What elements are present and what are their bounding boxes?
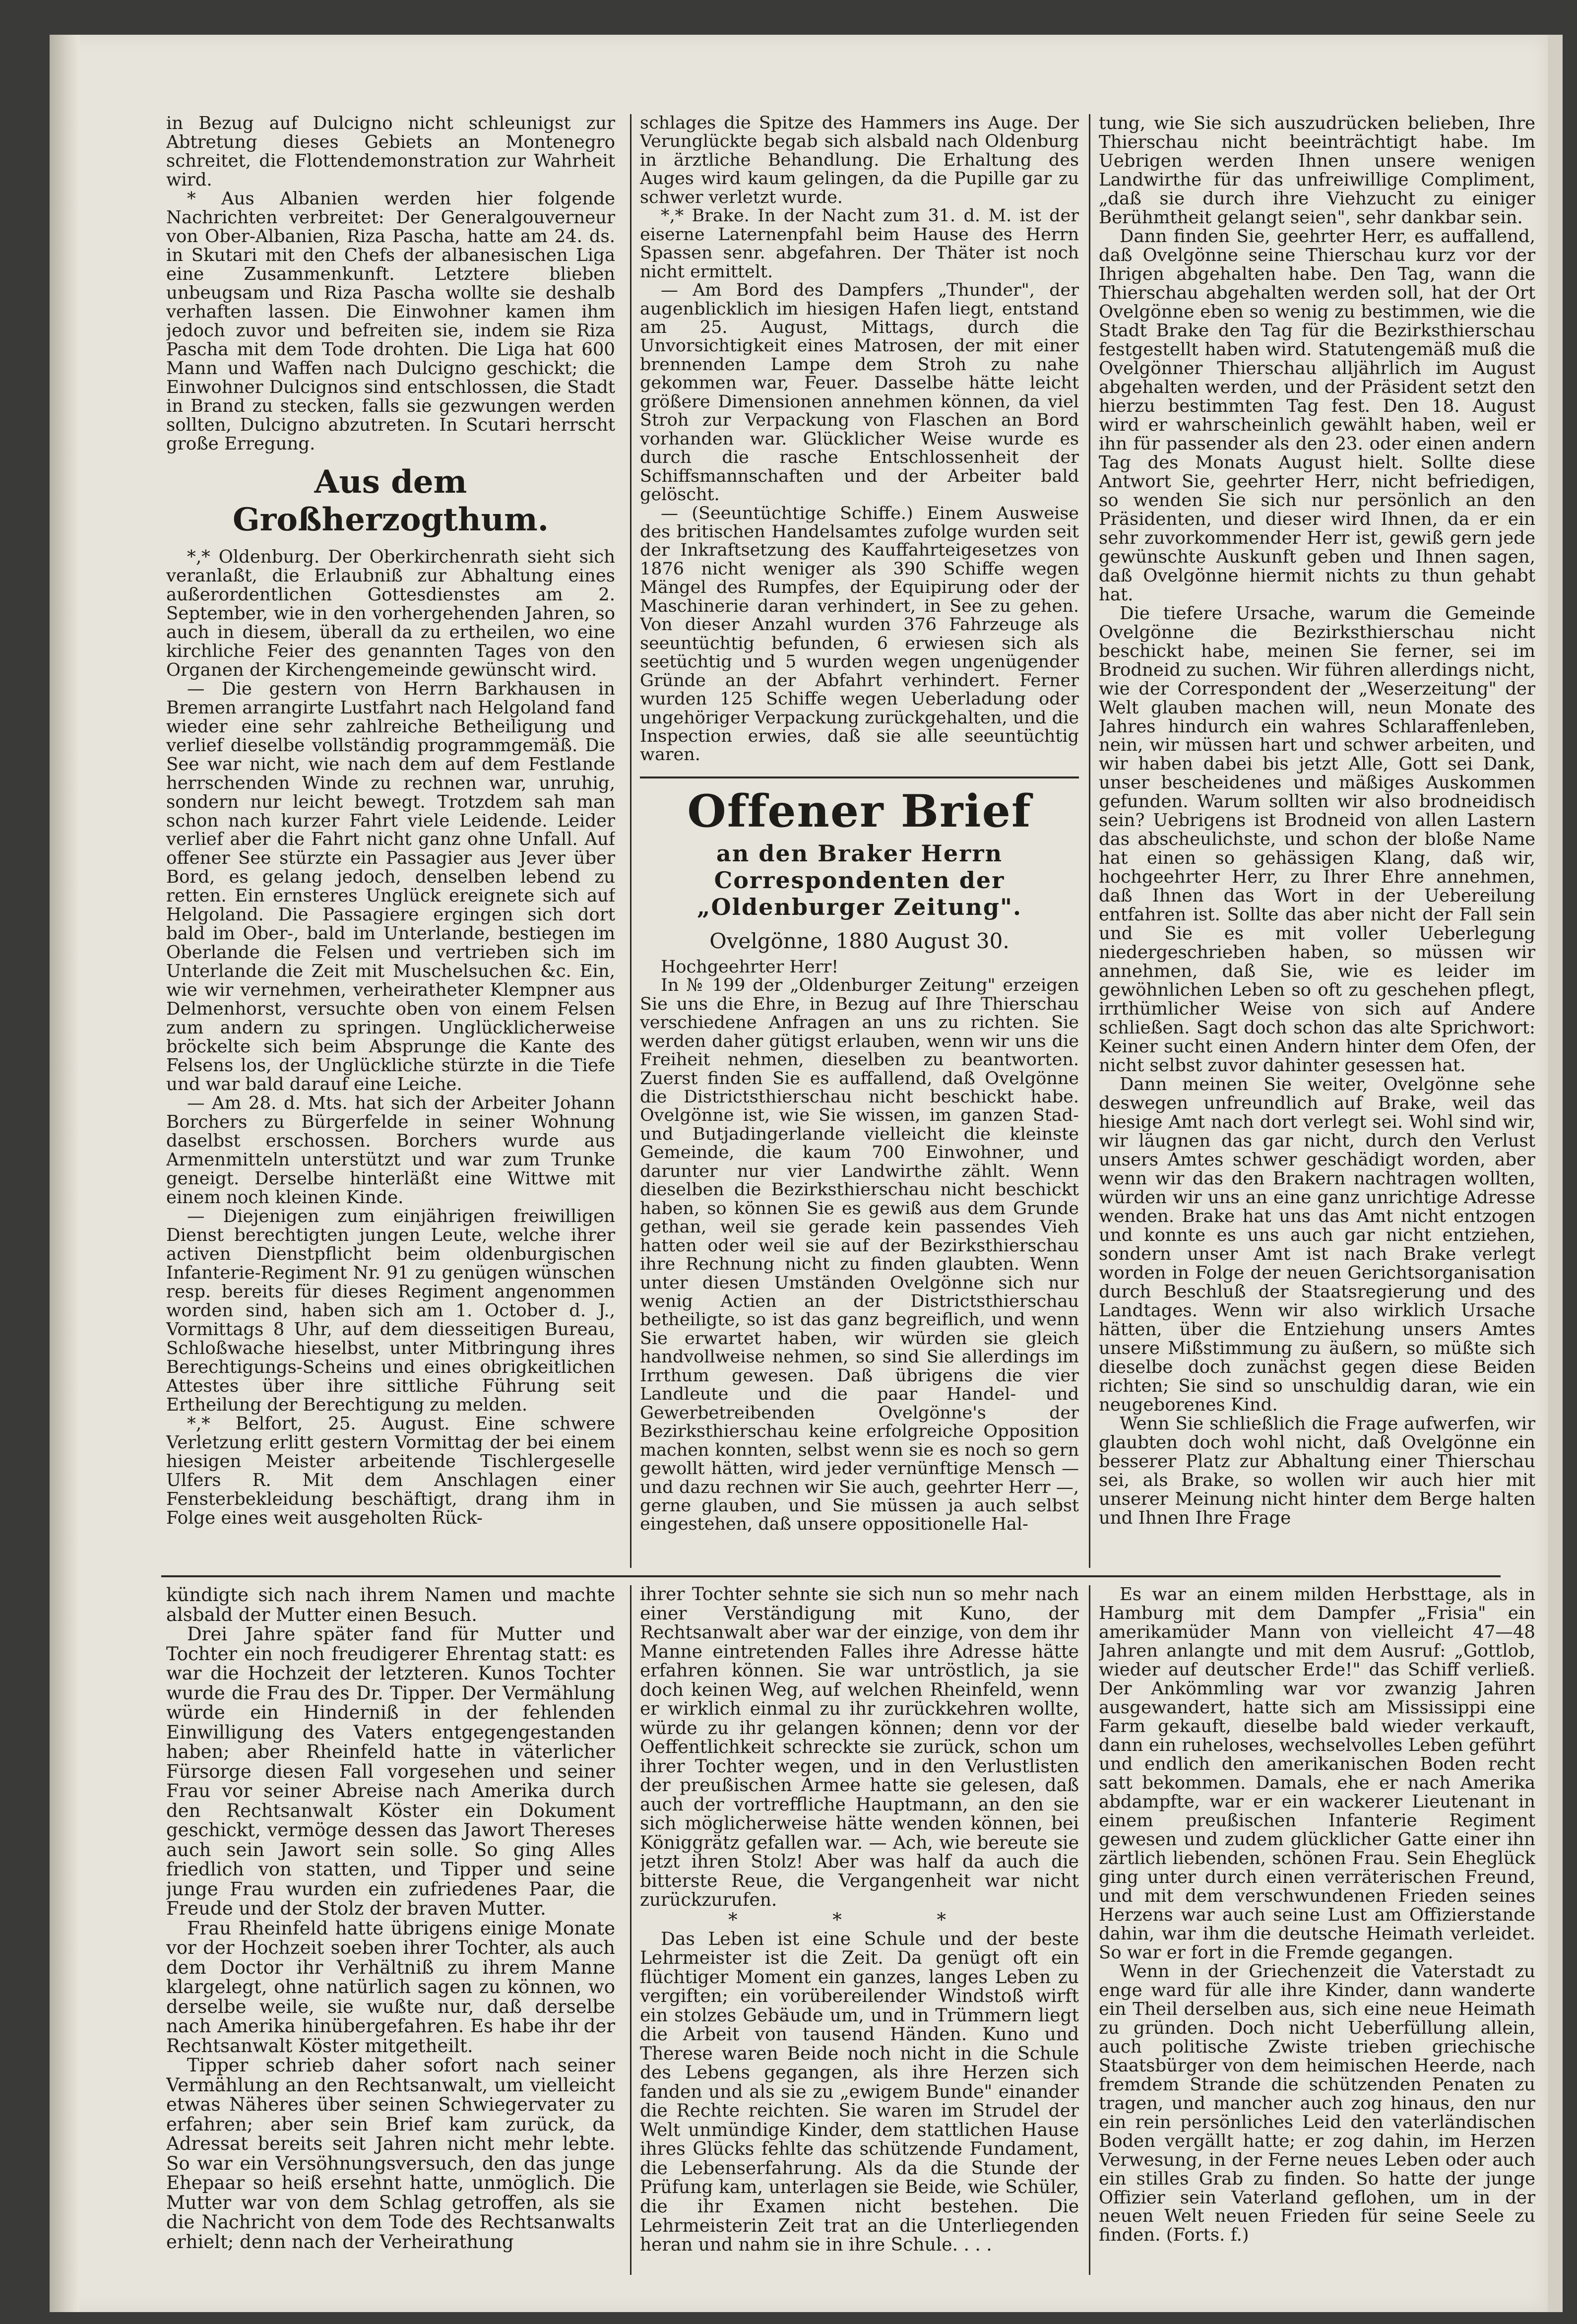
text-paragraph: Wenn Sie schließlich die Frage aufwerfen, wir glaubten doch wohl nicht, daß Ovelgönne ein besserer Platz zur Abhaltung einer Thierschau sei, als Brake, so wollen wir auch hier mit unserer Meinung nicht hinter dem Berge halten und Ihnen Ihre Frage xyxy=(1099,1413,1535,1528)
page-gutter xyxy=(50,35,79,2312)
text-paragraph: schlages die Spitze des Hammers ins Auge. Der Verunglückte begab sich alsbald nach Oldenburg in ärztliche Behandlung. Die Erhaltung des Auges wird kaum gelingen, da die Pupille gar zu schwer verletzt wurde. xyxy=(640,114,1079,207)
column-rule-bottom-1 xyxy=(630,1585,631,2275)
column-rule-top-2 xyxy=(1089,114,1090,1568)
text-paragraph: in Bezug auf Dulcigno nicht schleunigst zur Abtretung dieses Gebiets an Montenegro schreitet, die Flottendemonstration zur Wahrheit wird. xyxy=(166,114,615,190)
letter-salutation: Hochgeehrter Herr! xyxy=(661,957,839,977)
text-paragraph: — Die gestern von Herrn Barkhausen in Bremen arrangirte Lustfahrt nach Helgoland fand wieder eine sehr zahlreiche Betheiligung und verlief dieselbe vollständig programmgemäß. Die See war nicht, wie nach dem auf dem Festlande herrschenden Winde zu rechnen war, unruhig, sondern nur leicht bewegt. Trotzdem sah man schon nach kurzer Fahrt viele Leidende. Leider verlief aber die Fahrt nicht ganz ohne Unfall. Auf offener See stürzte ein Passagier aus Jever über Bord, es gelang jedoch, denselben lebend zu retten. Ein ernsteres Unglück ereignete sich auf Helgoland. Die Passagiere ergingen sich dort bald im Ober-, bald im Unterlande, bestiegen im Oberlande die Felsen und vertrieben sich im Unterlande die Zeit mit Muschelsuchen &c. Ein, wie wir vernehmen, verheiratheter Klempner aus Delmenhorst, versuchte oben von einem Felsen zum andern zu springen. Unglücklicherweise bröckelte sich beim Absprunge die Kante des Felsens los, der Unglückliche stürzte in die Tiefe und war bald darauf eine Leiche. xyxy=(166,678,615,1095)
column-top-left xyxy=(166,114,615,1568)
text-paragraph: Dann meinen Sie weiter, Ovelgönne sehe deswegen unfreundlich auf Brake, weil das hiesige Amt nach dort verlegt sei. Wohl sind wir, wir läugnen das gar nicht, durch den Verlust unsers Amtes schwer geschädigt worden, aber wenn wir das den Brakern nachtragen wollten, würden wir uns an eine ganz unrichtige Adresse wenden. Brake hat uns das Amt nicht entzogen und konnte es uns auch gar nicht entziehen, sondern unser Amt ist nach Brake verlegt worden in Folge der neuen Gerichtsorganisation durch Beschluß der Staatsregierung und des Landtages. Wenn wir also wirklich Ursache hätten, über die Entziehung unsers Amtes unsere Mißstimmung zu äußern, so müßte sich dieselbe doch zunächst gegen diese Beiden richten; Sie sind so unschuldig daran, wie ein neugeborenes Kind. xyxy=(1099,1074,1535,1415)
text-paragraph: — Diejenigen zum einjährigen freiwilligen Dienst berechtigten jungen Leute, welche ihrer activen Dienstpflicht beim oldenburgischen Infanterie-Regiment Nr. 91 zu genügen wünschen resp. bereits für dieses Regiment angenommen worden sind, haben sich am 1. October d. J., Vormittags 8 Uhr, auf dem diesseitigen Bureau, Schloßwache hieselbst, unter Mitbringung ihres Berechtigungs-Scheins und eines obrigkeitlichen Attestes über ihre sittliche Führung seit Ertheilung der Berechtigung zu melden. xyxy=(166,1206,615,1416)
column-top-middle xyxy=(640,114,1079,1568)
text-paragraph: *‚* Belfort, 25. August. Eine schwere Verletzung erlitt gestern Vormittag der bei einem hiesigen Meister arbeitende Tischlergeselle Ulfers R. Mit dem Anschlagen einer Fensterbekleidung beschäftigt, drang ihm in Folge eines weit ausgeholten Rück- xyxy=(166,1414,615,1528)
text-paragraph: Die tiefere Ursache, warum die Gemeinde Ovelgönne die Bezirksthierschau nicht beschickt habe, meinen Sie ferner, sei im Brodneid zu suchen. Wir führen allerdings nicht, wie der Correspondent der „Weserzeitung" der Welt glauben machen will, neun Monate des Jahres hindurch ein wahres Schlaraffenleben, nein, wir müssen hart und schwer arbeiten, und wir haben dabei bis jetzt Alle, Gott sei Dank, unser bescheidenes und mäßiges Auskommen gefunden. Warum sollten wir also brodneidisch sein? Uebrigens ist Brodneid von allen Lastern das abscheulichste, und schon der bloße Name hat einen so gehässigen Klang, daß wir, hochgeehrter Herr, zu Ihrer Ehre annehmen, daß Ihnen das Wort in der Uebereilung entfahren ist. Sollte das aber nicht der Fall sein und Sie es mit voller Ueberlegung niedergeschrieben haben, so müssen wir annehmen, daß Sie, wie es leider im gewöhnlichen Leben so oft zu geschehen pflegt, irrthümlicher Weise von sich auf Andere schließen. Sagt doch schon das alte Sprichwort: Keiner sucht einen Andern hinter dem Ofen, der nicht selbst zuvor dahinter gesessen hat. xyxy=(1099,603,1535,1076)
text-paragraph: — Am 28. d. Mts. hat sich der Arbeiter Johann Borchers zu Bürgerfelde in seiner Wohnung daselbst erschossen. Borchers wurde aus Armenmitteln unterstützt und war zum Trunke geneigt. Derselbe hinterläßt eine Wittwe mit einem noch kleinen Kinde. xyxy=(166,1093,615,1208)
letter-subtitle: an den Braker Herrn Correspondenten der „Oldenburger Zeitung". xyxy=(696,839,1022,920)
text-paragraph: Drei Jahre später fand für Mutter und Tochter ein noch freudigerer Ehrentag statt: es war die Hochzeit der letzteren. Kunos Tochter wurde die Frau des Dr. Tipper. Der Vermählung würde ein Hinderniß in der fehlenden Einwilligung des Vaters entgegengestanden haben; aber Rheinfeld hatte in väterlicher Fürsorge diesen Fall vorgesehen und seiner Frau vor seiner Abreise nach Amerika durch den Rechtsanwalt Köster ein Dokument geschickt, vermöge dessen das Jawort Thereses auch sein Jawort sein solle. So ging Alles friedlich von statten, und Tipper und seine junge Frau wurden ein zufriedenes Paar, die Freude und der Stolz der braven Mutter. xyxy=(166,1623,615,1919)
text-paragraph: Es war an einem milden Herbsttage, als in Hamburg mit dem Dampfer „Frisia" ein amerikamüder Mann von vielleicht 47—48 Jahren anlangte und mit dem Ausruf: „Gottlob, wieder auf deutscher Erde!" das Schiff verließ. Der Ankömmling war vor zwanzig Jahren ausgewandert, hatte sich am Mississippi eine Farm gekauft, dieselbe bald wieder verkauft, dann ein ruheloses, wechselvolles Leben geführt und endlich den amerikanischen Boden recht satt bekommen. Damals, ehe er nach Amerika abdampfte, war er ein wackerer Lieutenant in einem preußischen Infanterie Regiment gewesen und zudem glücklicher Gatte einer ihn zärtlich liebenden, schönen Frau. Sein Eheglück ging unter durch einen verräterischen Freund, und mit dem verschwundenen Frieden seines Herzens war auch seine Lust am Offizierstande dahin, war ihm die deutsche Heimath verleidet. So war er fort in die Fremde gegangen. xyxy=(1099,1585,1535,1963)
text-paragraph: — (Seeuntüchtige Schiffe.) Einem Ausweise des britischen Handelsamtes zufolge wurden seit der Inkraftsetzung des Kauffahrteigesetzes von 1876 nicht weniger als 390 Schiffe wegen Mängel des Rumpfes, der Equipirung oder der Maschinerie daran verhindert, in See zu gehen. Von dieser Anzahl wurden 376 Fahrzeuge als seeuntüchtig befunden, 6 erwiesen sich als seetüchtig und 5 wurden wegen ungenügender Gründe an der Abfahrt verhindert. Ferner wurden 125 Schiffe wegen Ueberladung oder ungehöriger Verpackung zurückgehalten, und die Inspection erwies, daß sie alle seeuntüchtig waren. xyxy=(640,503,1079,765)
section-break-stars: * * * xyxy=(728,1909,991,1931)
text-paragraph: ihrer Tochter sehnte sie sich nun so mehr nach einer Verständigung mit Kuno, der Rechtsanwalt aber war der einzige, von dem ihr Manne eintretenden Falles ihre Adresse hätte erfahren können. Sie war untröstlich, ja sie doch keinen Weg, auf welchen Rheinfeld, wenn er wirklich einmal zu ihr zurückkehren wollte, würde zu ihr gelangen können; denn vor der Oeffentlichkeit schreckte sie zurück, schon um ihrer Tochter wegen, und in den Verlustlisten der preußischen Armee hatte sie gelesen, daß auch der vortreffliche Hauptmann, an den sie sich möglicherweise hätte wenden können, bei Königgrätz gefallen war. — Ach, wie bereute sie jetzt ihren Stolz! Aber was half da auch die bitterste Reue, die Vergangenheit war nicht zurückzurufen. xyxy=(640,1585,1079,1911)
text-paragraph: Wenn in der Griechenzeit die Vaterstadt zu enge ward für alle ihre Kinder, dann wanderte ein Theil derselben aus, sich eine neue Heimath zu gründen. Doch nicht Ueberfüllung allein, auch politische Zwiste trieben griechische Staatsbürger von dem heimischen Heerde, nach fremdem Strande die schützenden Penaten zu tragen, und mancher auch zog hinaus, den nur ein rein persönliches Leid den vaterländischen Boden vergällt hatte; er zog dahin, im Herzen Verwesung, in der Ferne neues Leben oder auch ein stilles Grab zu finden. So hatte der junge Offizier sein Vaterland geflohen, um in der neuen Welt neuen Frieden für seine Seele zu finden. (Forts. f.) xyxy=(1099,1961,1535,2246)
text-paragraph: Dann finden Sie, geehrter Herr, es auffallend, daß Ovelgönne seine Thierschau kurz vor der Ihrigen abgehalten habe. Den Tag, wann die Thierschau abgehalten werden soll, hat der Ort Ovelgönne eben so wenig zu bestimmen, wie die Stadt Brake den Tag für die Bezirksthierschau festgestellt haben wird. Statutengemäß muß die Ovelgönner Thierschau alljährlich im August abgehalten werden, und der Präsident setzt den hierzu bestimmten Tag fest. Den 18. August wird er wahrscheinlich gewählt haben, weil er ihn für passender als den 23. oder einen andern Tag des Monats August hielt. Sollte diese Antwort Sie, geehrter Herr, nicht befriedigen, so wenden Sie sich nur persönlich an den Präsidenten, und dieser wird Ihnen, da er ein sehr zuvorkommender Herr ist, gewiß gern jede gewünschte Auskunft geben und Ihnen sagen, daß Ovelgönne hiermit nichts zu thun gehabt hat. xyxy=(1099,226,1535,605)
column-top-right xyxy=(1099,114,1535,1568)
text-paragraph: Tipper schrieb daher sofort nach seiner Vermählung an den Rechtsanwalt, um vielleicht etwas Näheres über seinen Schwiegervater zu erfahren; aber sein Brief kam zurück, da Adressat bereits seit Jahren nicht mehr lebte. So war ein Versöhnungsversuch, den das junge Ehepaar so heiß ersehnt hatte, unmöglich. Die Mutter war von dem Schlag getroffen, als sie die Nachricht von dem Tode des Rechtsanwalts erhielt; denn nach der Verheirathung xyxy=(166,2055,615,2253)
column-bottom-right xyxy=(1099,1585,1535,2275)
column-rule-top-1 xyxy=(630,114,631,1568)
text-paragraph: tung, wie Sie sich auszudrücken belieben, Ihre Thierschau nicht beeinträchtigt habe. Im Uebrigen werden Ihnen unsere wenigen Landwirthe für das unfreiwillige Compliment, „daß sie durch ihre Viehzucht zu einiger Berühmtheit gelangt seien", sehr dankbar sein. xyxy=(1099,114,1535,228)
column-bottom-left xyxy=(166,1585,615,2275)
column-bottom-middle xyxy=(640,1585,1079,2275)
text-paragraph: Das Leben ist eine Schule und der beste Lehrmeister ist die Zeit. Da genügt oft ein flüchtiger Moment ein ganzes, langes Leben zu vergiften; ein vorübereilender Windstoß wirft ein stolzes Gebäude um, und in Trümmern liegt die Arbeit von tausend Händen. Kuno und Therese waren Beide noch nicht in die Schule des Lebens gegangen, als ihre Herzen sich fanden und als sie zu „ewigem Bunde" einander die Rechte reichten. Sie waren im Strudel der Welt unmündige Kinder, dem stattlichen Hause ihres Glücks fehlte das schützende Fundament, die Lebenserfahrung. Als da die Stunde der Prüfung kam, unterlagen sie Beide, wie Schüler, die ihr Examen nicht bestehen. Die Lehrmeisterin Zeit trat an die Unterliegenden heran und nahm sie in ihre Schule. . . . xyxy=(640,1929,1079,2256)
column-rule-bottom-2 xyxy=(1089,1585,1090,2275)
letter-title: Offener Brief xyxy=(687,784,1032,838)
horizontal-rule-middle xyxy=(161,1575,1501,1577)
section-headline: Aus dem Großherzogthum. xyxy=(232,463,549,538)
article-separator xyxy=(640,776,1079,778)
text-paragraph: kündigte sich nach ihrem Namen und machte alsbald der Mutter einen Besuch. xyxy=(166,1585,615,1625)
text-paragraph: — Am Bord des Dampfers „Thunder", der augenblicklich im hiesigen Hafen liegt, entstand am 25. August, Mittags, durch die Unvorsichtigkeit eines Matrosen, der mit einer brennenden Lampe dem Stroh zu nahe gekommen war, Feuer. Dasselbe hätte leicht größere Dimensionen annehmen können, da viel Stroh zur Verpackung von Flaschen an Bord vorhanden war. Glücklicher Weise wurde es durch die rasche Entschlossenheit der Schiffsmannschaften und der Arbeiter bald gelöscht. xyxy=(640,280,1079,505)
newspaper-page xyxy=(50,35,1548,2312)
text-paragraph: * Aus Albanien werden hier folgende Nachrichten verbreitet: Der Generalgouverneur von Ober-Albanien, Riza Pascha, hatte am 24. ds. in Skutari mit den Chefs der albanesischen Liga eine Zusammenkunft. Letztere blieben unbeugsam und Riza Pascha wollte sie deshalb verhaften lassen. Die Einwohner kamen ihm jedoch zuvor und befreiten sie, indem sie Riza Pascha mit dem Tode drohten. Die Liga hat 600 Mann und Waffen nach Dulcigno geschickt; die Einwohner Dulcignos sind entschlossen, die Stadt in Brand zu stecken, falls sie gezwungen werden sollten, Dulcigno abzutreten. In Scutari herrscht große Erregung. xyxy=(166,188,615,454)
letter-dateline: Ovelgönne, 1880 August 30. xyxy=(709,928,1009,953)
text-paragraph: *‚* Oldenburg. Der Oberkirchenrath sieht sich veranlaßt, die Erlaubniß zur Abhaltung eines außerordentlichen Gottesdienstes am 2. September, wie in den vorhergehenden Jahren, so auch in diesem, überall da zu ertheilen, wo eine kirchliche Feier des genannten Tages von den Organen der Kirchengemeinde gewünscht wird. xyxy=(166,546,615,680)
text-paragraph: In № 199 der „Oldenburger Zeitung" erzeigen Sie uns die Ehre, in Bezug auf Ihre Thierschau verschiedene Anfragen an uns zu richten. Sie werden daher gütigst erlauben, wenn wir uns die Freiheit nehmen, dieselben zu beantworten. Zuerst finden Sie es auffallend, daß Ovelgönne die Districtsthierschau nicht beschickt habe. Ovelgönne ist, wie Sie wissen, im ganzen Stad- und Butjadingerlande vielleicht die kleinste Gemeinde, die kaum 700 Einwohner, und darunter nur vier Landwirthe zählt. Wenn dieselben die Bezirksthierschau nicht beschickt haben, so können Sie es gewiß aus dem Grunde gethan, weil sie gerade kein passendes Vieh hatten oder weil sie auf der Bezirksthierschau ihre Rechnung nicht zu finden glaubten. Wenn unter diesen Umständen Ovelgönne sich nur wenig Actien an der Districtsthierschau betheiligte, so ist das ganz begreiflich, und wenn Sie erwartet haben, wir würden sie gleich handvollweise nehmen, so sind Sie allerdings im Irrthum gewesen. Daß übrigens die vier Landleute und die paar Handel- und Gewerbetreibenden Ovelgönne's der Bezirksthierschau keine erfolgreiche Opposition machen konnten, selbst wenn sie es noch so gern gewollt hätten, wird jeder vernünftige Mensch — und dazu rechnen wir Sie auch, geehrter Herr —, gerne glauben, und Sie müssen ja auch selbst eingestehen, daß unsere oppositionelle Hal- xyxy=(640,975,1079,1535)
text-paragraph: Frau Rheinfeld hatte übrigens einige Monate vor der Hochzeit soeben ihrer Tochter, als auch dem Doctor ihr Verhältniß zu ihrem Manne klargelegt, ohne natürlich sagen zu können, wo derselbe weile, sie wußte nur, daß derselbe nach Amerika hinübergefahren. Es habe ihr der Rechtsanwalt Köster mitgetheilt. xyxy=(166,1917,615,2057)
text-paragraph: *‚* Brake. In der Nacht zum 31. d. M. ist der eiserne Laternenpfahl beim Hause des Herrn Spassen senr. abgefahren. Der Thäter ist noch nicht ermittelt. xyxy=(640,206,1079,282)
page-edge xyxy=(1548,35,1563,2312)
